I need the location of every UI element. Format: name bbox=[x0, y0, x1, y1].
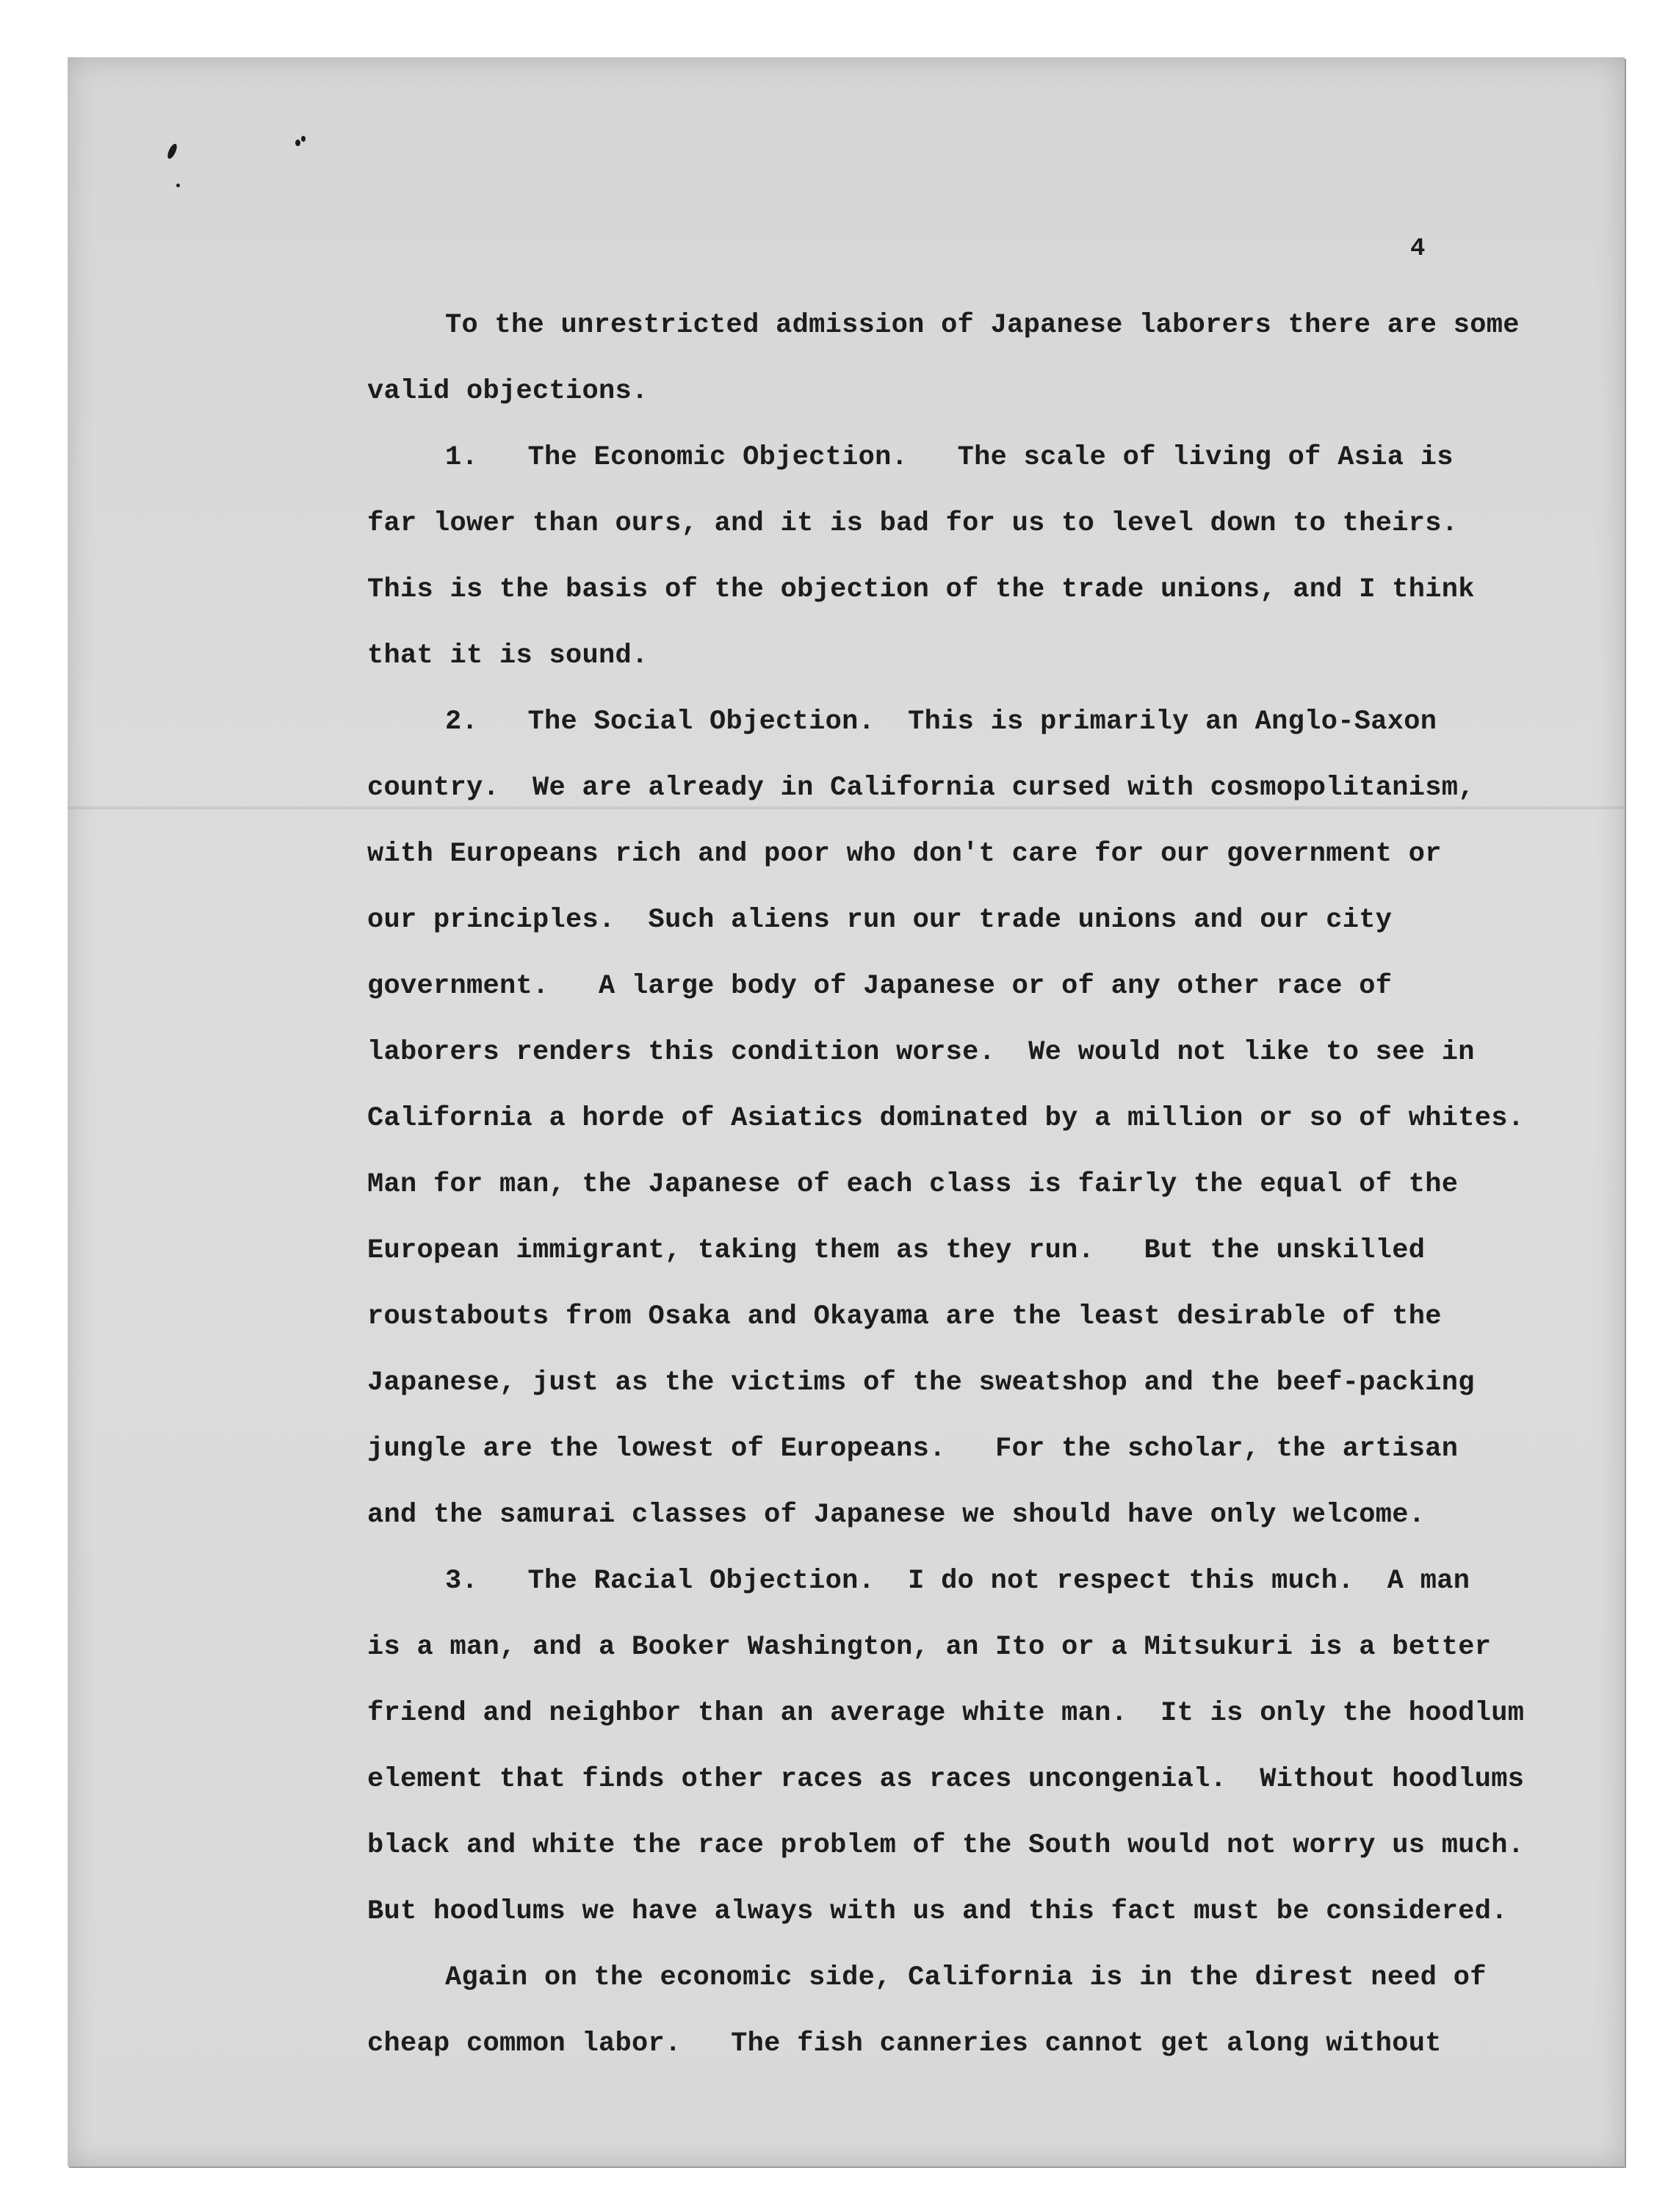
text-line: This is the basis of the objection of the trade unions, and I think bbox=[367, 574, 1475, 605]
text-line: friend and neighbor than an average white man. It is only the hoodlum bbox=[367, 1698, 1525, 1729]
text-line: is a man, and a Booker Washington, an Ito or a Mitsukuri is a better bbox=[367, 1632, 1492, 1663]
text-line: California a horde of Asiatics dominated by a million or so of whites. bbox=[367, 1103, 1525, 1134]
text-line: To the unrestricted admission of Japanese laborers there are some bbox=[445, 310, 1520, 341]
text-line: Again on the economic side, California is in the direst need of bbox=[445, 1962, 1487, 1993]
text-line: 2. The Social Objection. This is primarily an Anglo-Saxon bbox=[445, 706, 1437, 737]
text-line: Japanese, just as the victims of the sweatshop and the beef-packing bbox=[367, 1367, 1475, 1398]
text-line: with Europeans rich and poor who don't care for our government or bbox=[367, 839, 1442, 870]
text-line: But hoodlums we have always with us and this fact must be considered. bbox=[367, 1896, 1508, 1927]
text-line: far lower than ours, and it is bad for us to level down to theirs. bbox=[367, 508, 1459, 539]
text-line: jungle are the lowest of Europeans. For the scholar, the artisan bbox=[367, 1434, 1459, 1464]
text-line: and the samurai classes of Japanese we should have only welcome. bbox=[367, 1500, 1426, 1530]
text-line: that it is sound. bbox=[367, 640, 649, 671]
text-line: valid objections. bbox=[367, 376, 649, 407]
ink-speck bbox=[176, 184, 180, 187]
text-line: 1. The Economic Objection. The scale of living of Asia is bbox=[445, 442, 1454, 473]
text-line: European immigrant, taking them as they run. But the unskilled bbox=[367, 1235, 1426, 1266]
text-line: black and white the race problem of the South would not worry us much. bbox=[367, 1830, 1525, 1861]
text-line: 3. The Racial Objection. I do not respect this much. A man bbox=[445, 1566, 1470, 1597]
text-line: country. We are already in California cursed with cosmopolitanism, bbox=[367, 773, 1475, 803]
text-line: cheap common labor. The fish canneries cannot get along without bbox=[367, 2028, 1442, 2059]
page-number: 4 bbox=[1410, 235, 1426, 263]
text-line: government. A large body of Japanese or of any other race of bbox=[367, 971, 1393, 1002]
text-line: roustabouts from Osaka and Okayama are the least desirable of the bbox=[367, 1301, 1442, 1332]
text-line: our principles. Such aliens run our trade unions and our city bbox=[367, 905, 1393, 936]
paper-fold-mark bbox=[68, 806, 1625, 809]
ink-speck bbox=[301, 136, 306, 142]
text-line: element that finds other races as races uncongenial. Without hoodlums bbox=[367, 1764, 1525, 1795]
ink-speck bbox=[295, 140, 300, 146]
text-line: laborers renders this condition worse. We would not like to see in bbox=[367, 1037, 1475, 1068]
text-line: Man for man, the Japanese of each class is fairly the equal of the bbox=[367, 1169, 1459, 1200]
